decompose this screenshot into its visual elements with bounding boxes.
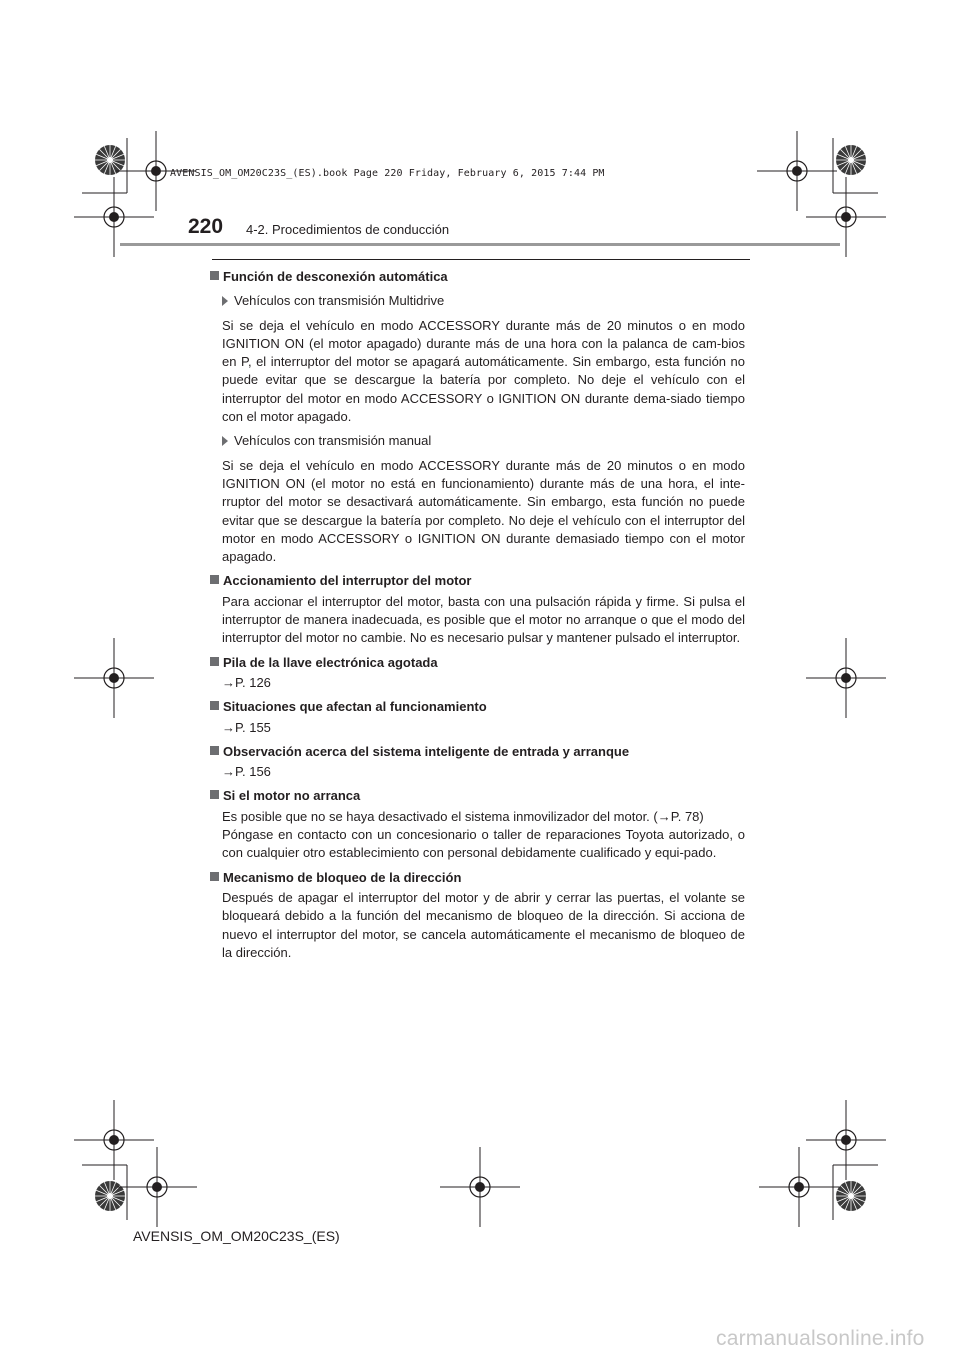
square-bullet-icon <box>210 701 219 710</box>
registration-target-icon <box>440 1147 520 1227</box>
content-rule <box>212 259 750 260</box>
registration-target-icon <box>74 1100 154 1180</box>
paragraph: Después de apagar el interruptor del motor y de abrir y cerrar las puertas, el volante se bloqueará debido a la función del mecanismo de bloqueo de la dirección. Si acciona de nuevo el interruptor del motor, se cancela automáticamente el mecanismo de bloqueo de la dirección. <box>222 889 745 960</box>
section-heading: Función de desconexión automática <box>210 268 745 286</box>
section-heading: Mecanismo de bloqueo de la dirección <box>210 869 745 887</box>
registration-target-icon <box>806 638 886 718</box>
square-bullet-icon <box>210 872 219 881</box>
paragraph: Para accionar el interruptor del motor, basta con una pulsación rápida y firme. Si pulsa el interruptor de manera inadecuada, es posible que el motor no arranque o que el modo del interruptor del motor no cambie. No es necesario pulsar y mantener pulsado el interruptor. <box>222 593 745 646</box>
subsection-label: Vehículos con transmisión Multidrive <box>210 292 745 310</box>
square-bullet-icon <box>210 790 219 799</box>
registration-target-icon <box>74 638 154 718</box>
page-reference[interactable]: →P. 126 <box>222 674 271 690</box>
square-bullet-icon <box>210 271 219 280</box>
paragraph: Es posible que no se haya desactivado el sistema inmovilizador del motor. (→P. 78) <box>222 808 704 824</box>
page-reference[interactable]: →P. 156 <box>222 764 271 780</box>
square-bullet-icon <box>210 657 219 666</box>
square-bullet-icon <box>210 575 219 584</box>
registration-target-icon <box>757 131 837 211</box>
section-heading: Si el motor no arranca <box>210 787 745 805</box>
square-bullet-icon <box>210 746 219 755</box>
subsection-label: Vehículos con transmisión manual <box>210 432 745 450</box>
triangle-bullet-icon <box>222 436 228 446</box>
registration-star-icon <box>836 145 866 175</box>
section-heading: Accionamiento del interruptor del motor <box>210 572 745 590</box>
book-info-line: AVENSIS_OM_OM20C23S_(ES).book Page 220 Friday, February 6, 2015 7:44 PM <box>170 168 605 179</box>
paragraph: Póngase en contacto con un concesionario o taller de reparaciones Toyota autorizado, o con cualquier otro establecimiento con personal debidamente cualificado y equi-pado. <box>222 827 745 861</box>
section-heading: Observación acerca del sistema inteligente de entrada y arranque <box>210 743 745 761</box>
document-code: AVENSIS_OM_OM20C23S_(ES) <box>133 1228 340 1244</box>
registration-star-icon <box>836 1181 866 1211</box>
page-number: 220 <box>188 215 224 238</box>
section-heading: Situaciones que afectan al funcionamiento <box>210 698 745 716</box>
paragraph: Si se deja el vehículo en modo ACCESSORY durante más de 20 minutos o en modo IGNITION ON (el motor apagado) durante más de una hora con la palanca de cam-bios en P, el interruptor del motor se apagará automáticamente. Sin embargo, esta función no puede evitar que se descargue la batería por completo. No deje el vehículo con el interruptor del motor en modo ACCESSORY o IGNITION ON durante dema-siado tiempo con el motor apagado. <box>222 317 745 425</box>
registration-star-icon <box>95 1181 125 1211</box>
triangle-bullet-icon <box>222 296 228 306</box>
header-divider <box>120 243 840 246</box>
registration-target-icon <box>806 1100 886 1180</box>
section-heading: Pila de la llave electrónica agotada <box>210 654 745 672</box>
page-reference[interactable]: →P. 155 <box>222 719 271 735</box>
page-content <box>210 268 745 962</box>
registration-target-icon <box>117 1147 197 1227</box>
paragraph: Si se deja el vehículo en modo ACCESSORY durante más de 20 minutos o en modo IGNITION ON (el motor no está en funcionamiento) durante más de una hora, el inte-rruptor del motor se desactivará automáticamente. Sin embargo, esta función no puede evitar que se descargue la batería por completo. No deje el vehículo con el interruptor del motor en modo ACCESSORY o IGNITION ON durante demasiado tiempo con el motor apagado. <box>222 457 745 565</box>
section-title: 4-2. Procedimientos de conducción <box>246 222 450 237</box>
registration-target-icon <box>759 1147 839 1227</box>
watermark: carmanualsonline.info <box>716 1327 925 1350</box>
